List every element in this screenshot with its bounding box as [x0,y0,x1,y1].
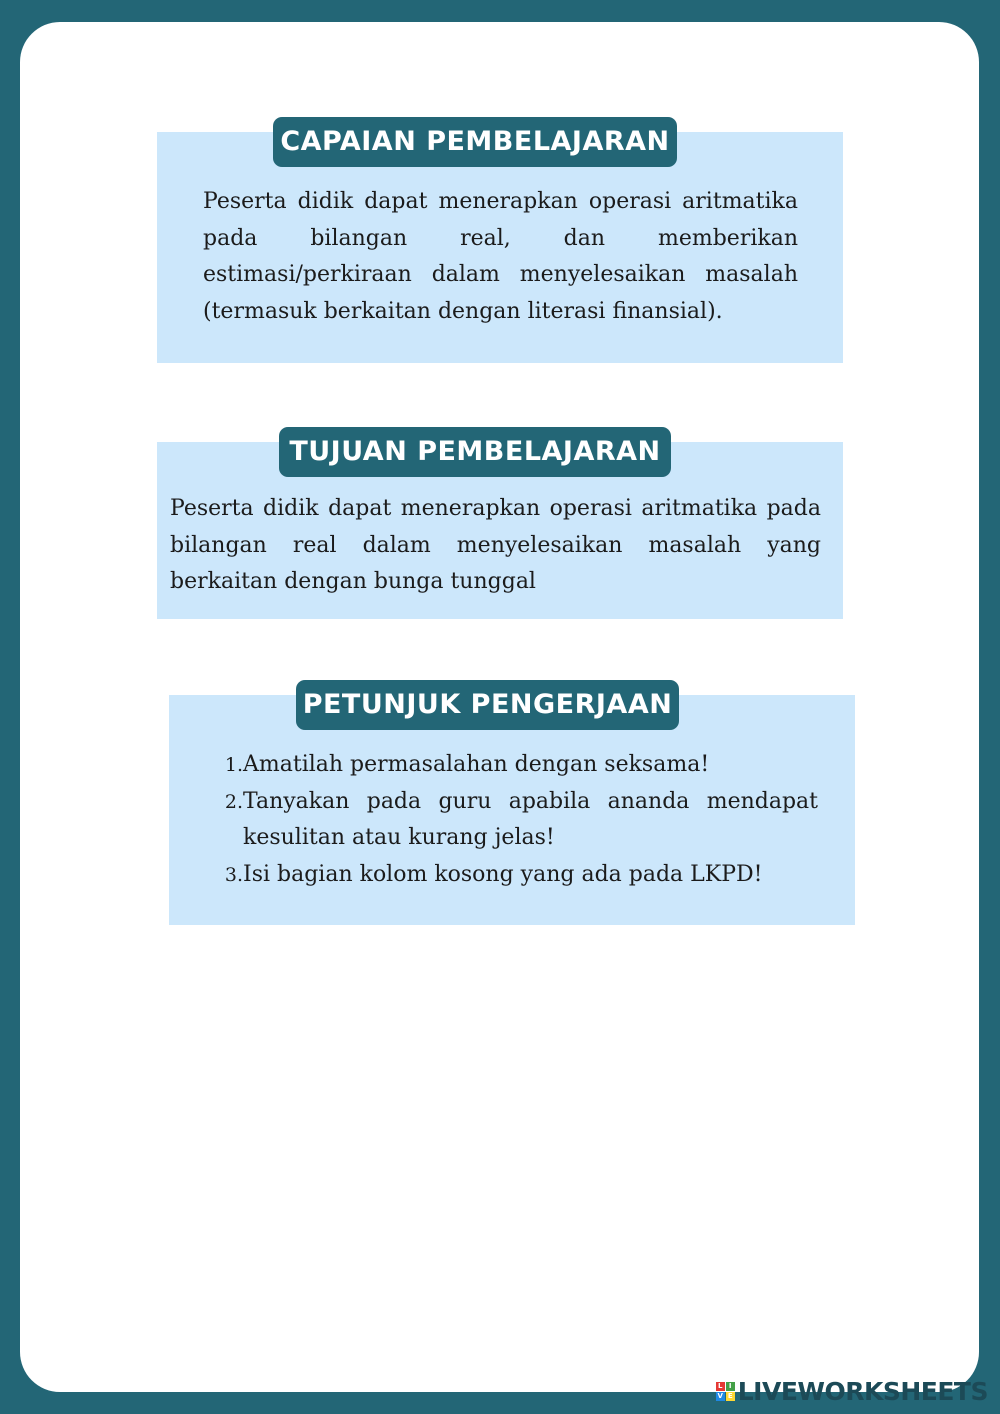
list-item-number: 2. [224,790,243,813]
logo-block: V [717,1392,723,1400]
petunjuk-title: PETUNJUK PENGERJAAN [296,680,679,730]
list-item [218,784,818,857]
liveworksheets-logo-icon [716,1382,735,1401]
logo-block: I [726,1382,735,1391]
list-item-text: Isi bagian kolom kosong yang ada pada LKPD! [243,861,763,887]
list-item-number: 1. [224,754,243,776]
list-item-number: 3. [224,863,243,886]
list-item-text: Amatilah permasalahan dengan seksama! [243,752,710,777]
capaian-body: Peserta didik dapat menerapkan operasi aritmatika pada bilangan real, dan memberikan estimasi/perkiraan dalam menyelesaikan masalah (termasuk berkaitan dengan literasi finansial). [203,189,798,324]
liveworksheets-watermark[interactable] [716,1377,988,1406]
list-item [218,747,818,784]
petunjuk-list [218,747,818,893]
list-item [218,857,818,894]
list-item-text: Tanyakan pada guru apabila ananda mendapat kesulitan atau kurang jelas! [243,788,818,850]
tujuan-title: TUJUAN PEMBELAJARAN [279,427,671,477]
tujuan-body: Peserta didik dapat menerapkan operasi aritmatika pada bilangan real dalam menyelesaikan masalah yang berkaitan dengan bunga tunggal [170,496,821,594]
watermark-text: LIVEWORKSHEETS [737,1377,988,1406]
logo-block: L [716,1382,725,1391]
capaian-title: CAPAIAN PEMBELAJARAN [273,117,677,167]
logo-block: E [726,1392,735,1401]
